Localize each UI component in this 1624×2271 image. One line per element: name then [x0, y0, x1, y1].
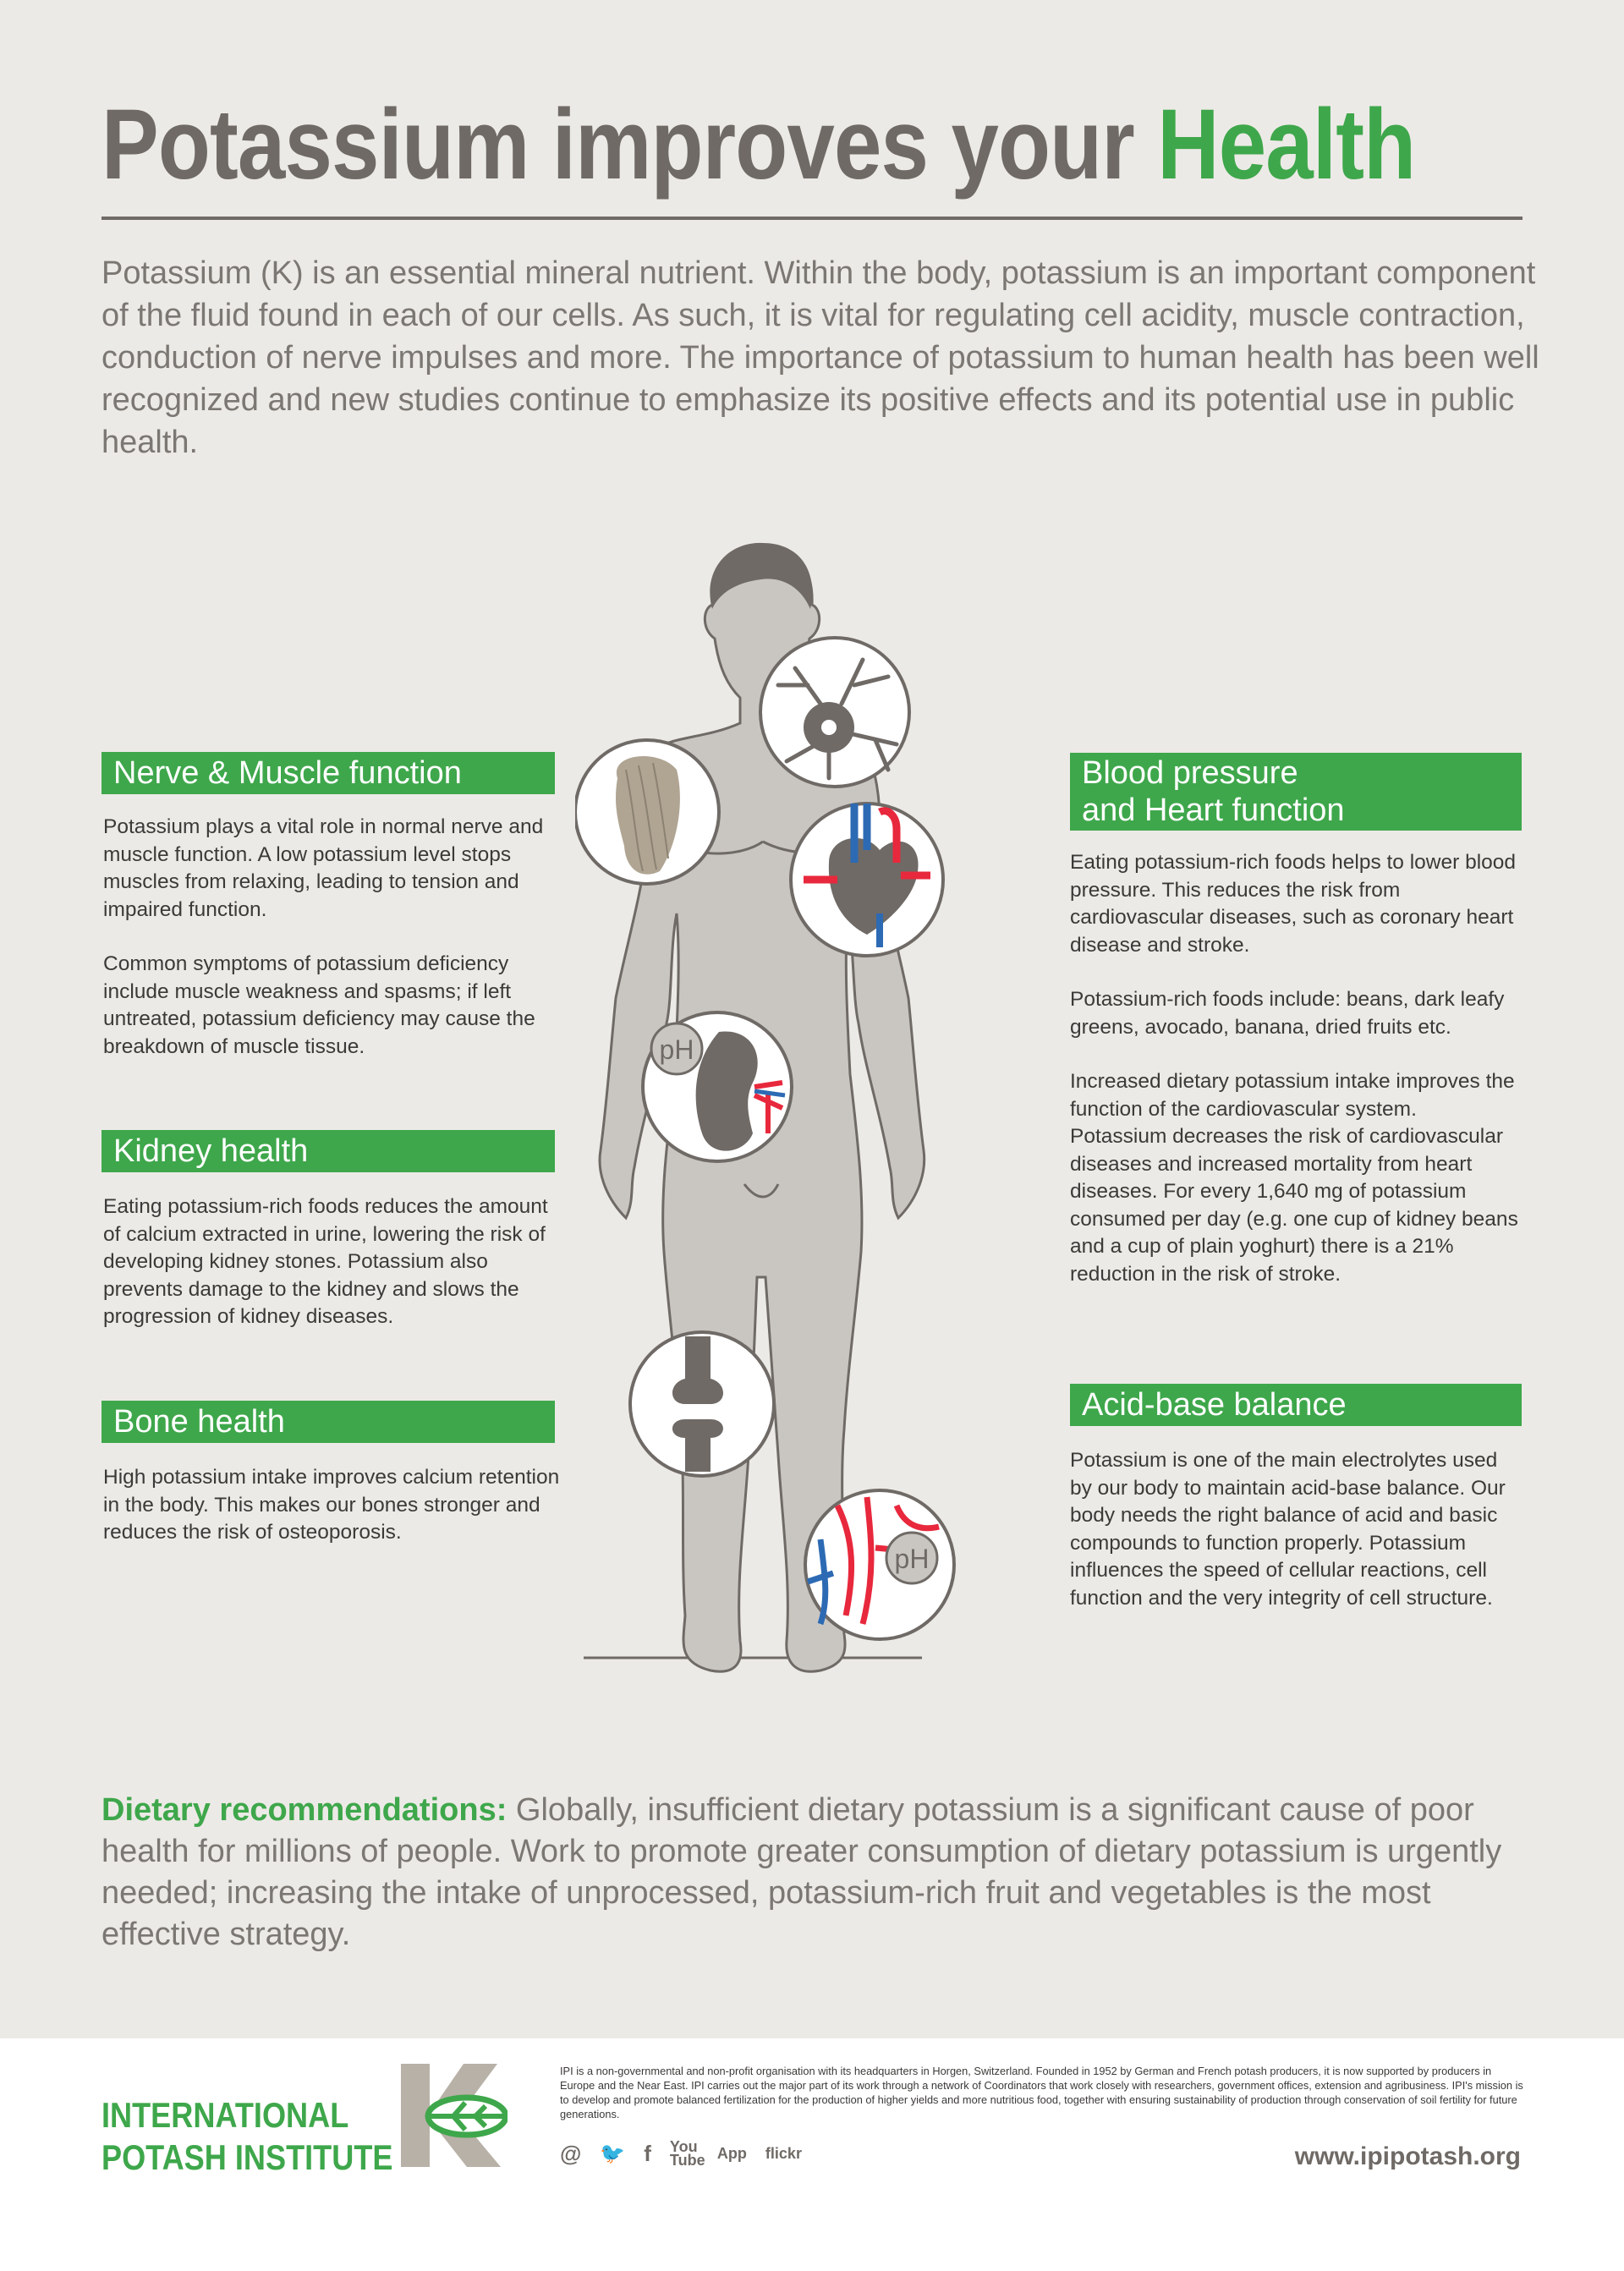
blood-paragraph-1: Eating potassium-rich foods helps to lower blood pressure. This reduces the risk from cardiovascular diseases, such as coronary heart disease and stroke. [1070, 851, 1517, 957]
twitter-icon[interactable]: 🐦 [600, 2142, 626, 2165]
dietary-text: Globally, insufficient dietary potassium is a significant cause of poor health for millions of people. Work to promote greater consumption of dietary potassium is urgently needed; increasing the intake of unprocessed, potassium-rich fruit and vegetables is the most effective strategy. [102, 1792, 1502, 1952]
org-name-line-1: INTERNATIONAL [102, 2095, 349, 2135]
acid-paragraph-1: Potassium is one of the main electrolytes used by our body to maintain acid-base balance. Our body needs the right balance of acid and basic compounds to function properly. Potassium influences the speed of cellular reactions, cell function and the very integrity of cell structure. [1070, 1449, 1506, 1610]
kidney-paragraph-1: Eating potassium-rich foods reduces the amount of calcium extracted in urine, lowering the risk of developing kidney stones. Potassium also prevents damage to the kidney and slows the progression of kidney diseases. [103, 1195, 548, 1328]
heart-icon [791, 804, 943, 956]
website-link[interactable]: www.ipipotash.org [1294, 2142, 1521, 2170]
muscle-icon [575, 740, 719, 884]
bone-icon [630, 1332, 774, 1476]
dietary-lead: Dietary recommendations: [102, 1792, 508, 1828]
nerve-heading: Nerve & Muscle function [102, 752, 555, 794]
blood-ph-label: pH [894, 1544, 930, 1574]
org-name [102, 2094, 392, 2179]
human-body-figure [575, 524, 1049, 1759]
blood-heading-line-2: and Heart function [1082, 793, 1345, 828]
kidney-body [103, 1193, 560, 1358]
blood-paragraph-3: Increased dietary potassium intake improves the function of the cardiovascular system. Potassium decreases the risk of cardiovascular diseases and increased mortality from heart diseases. For every 1,640 mg of potassium consumed per day (e.g. one cup of kidney beans and a cup of plain yoghurt) there is a 21% reduction in the risk of stroke. [1070, 1070, 1518, 1286]
acid-body [1070, 1447, 1518, 1639]
facebook-icon[interactable]: f [644, 2140, 651, 2166]
app-icon[interactable]: App [716, 2144, 747, 2162]
title-accent: Health [1157, 89, 1416, 200]
intro-paragraph: Potassium (K) is an essential mineral nutrient. Within the body, potassium is an important component of the fluid found in each of our cells. As such, it is vital for regulating cell acidity, muscle contraction, conduction of nerve impulses and more. The importance of potassium to human health has been well recognized and new studies continue to emphasize its positive effects and its potential use in public health. [102, 255, 1539, 460]
blood-body [1070, 849, 1518, 1315]
email-icon[interactable]: @ [560, 2140, 582, 2166]
page-title [102, 89, 1416, 200]
ipi-logo-icon [398, 2060, 508, 2170]
blood-vessel-icon [805, 1490, 954, 1639]
kidney-icon [643, 1012, 792, 1161]
title-divider [102, 217, 1522, 220]
dietary-recommendations [102, 1790, 1539, 1956]
blood-paragraph-2: Potassium-rich foods include: beans, dark leafy greens, avocado, banana, dried fruits etc. [1070, 988, 1505, 1039]
kidney-ph-label: pH [659, 1034, 694, 1065]
acid-heading: Acid-base balance [1070, 1384, 1522, 1426]
bone-heading: Bone health [102, 1401, 555, 1443]
footer-description: IPI is a non-governmental and non-profit organisation with its headquarters in Horgen, Switzerland. Founded in 1952 by German and French potash producers, it is now supported by producers in Europe and the Near East. IPI carries out the major part of its work through a network of Coordinators that work closely with researchers, government offices, extension and agribusiness. IPI's mission is to develop and promote balanced fertilization for the production of higher yields and more nutritious food, together with ensuring sustainability of production through conservation of soil fertility for future generations. [560, 2065, 1523, 2120]
nerve-paragraph-1: Potassium plays a vital role in normal nerve and muscle function. A low potassium level stops muscles from relaxing, leading to tension and impaired function. [103, 815, 544, 921]
social-links [560, 2140, 802, 2167]
title-main: Potassium improves your [102, 89, 1134, 200]
flickr-icon[interactable]: flickr [765, 2144, 802, 2162]
org-name-line-2: POTASH INSTITUTE [102, 2137, 393, 2177]
kidney-heading: Kidney health [102, 1130, 555, 1172]
nerve-cell-icon [760, 638, 909, 787]
nerve-paragraph-2: Common symptoms of potassium deficiency include muscle weakness and spasms; if left untreated, potassium deficiency may cause the breakdown of muscle tissue. [103, 952, 535, 1058]
blood-heading-line-1: Blood pressure [1082, 755, 1298, 791]
nerve-body [103, 814, 560, 1088]
blood-heading [1070, 753, 1522, 831]
bone-body [103, 1464, 560, 1574]
bone-paragraph-1: High potassium intake improves calcium retention in the body. This makes our bones stronger and reduces the risk of osteoporosis. [103, 1466, 560, 1544]
youtube-icon[interactable]: You Tube [669, 2138, 705, 2169]
